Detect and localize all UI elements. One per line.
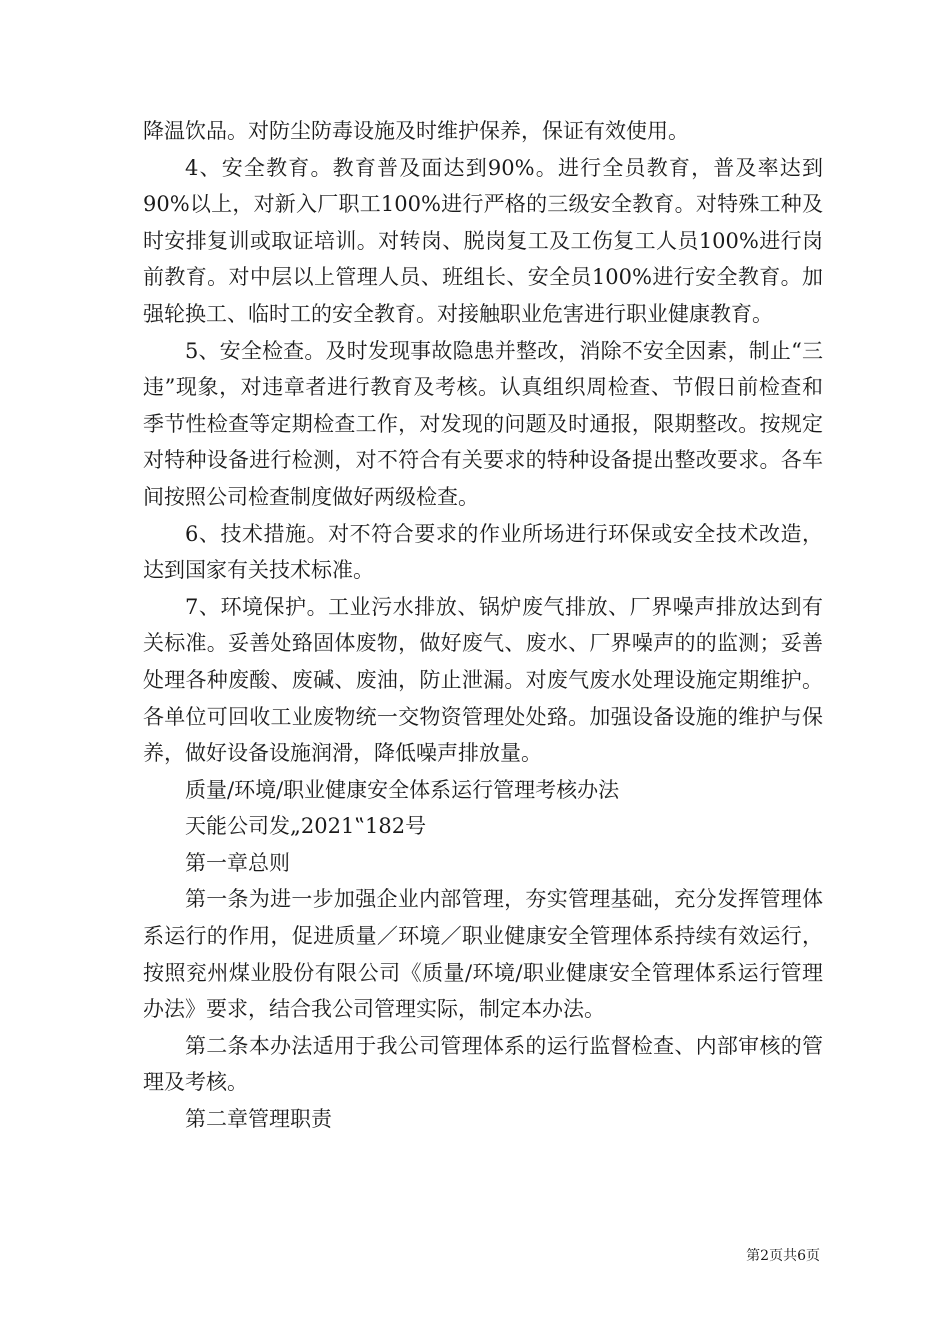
document-body (143, 113, 823, 1138)
paragraph-5: 7、环境保护。工业污水排放、锅炉废气排放、厂界噪声排放达到有关标准。妥善处臵固体废物，做好废气、废水、厂界噪声的的监测；妥善处理各种废酸、废碱、废油，防止泄漏。对废气废水处理设施定期维护。各单位可回收工业废物统一交物资管理处处臵。加强设备设施的维护与保养，做好设备设施润滑，降低噪声排放量。 (143, 594, 823, 766)
article-2: 第二条本办法适用于我公司管理体系的运行监督检查、内部审核的管理及考核。 (143, 1033, 823, 1095)
article-1: 第一条为进一步加强企业内部管理，夯实管理基础，充分发挥管理体系运行的作用，促进质量／环境／职业健康安全管理体系持续有效运行，按照兖州煤业股份有限公司《质量/环境/职业健康安全管理体系运行管理办法》要求，结合我公司管理实际，制定本办法。 (143, 887, 823, 1022)
page-number-footer: 第2页共6页 (746, 1248, 820, 1264)
paragraph-1: 降温饮品。对防尘防毒设施及时维护保养，保证有效使用。 (143, 119, 689, 143)
chapter-2-heading: 第二章管理职责 (185, 1107, 332, 1132)
paragraph-2: 4、安全教育。教育普及面达到90%。进行全员教育，普及率达到90%以上，对新入厂职工100%进行严格的三级安全教育。对特殊工种及时安排复训或取证培训。对转岗、脱岗复工及工伤复工人员100%进行岗前教育。对中层以上管理人员、班组长、安全员100%进行安全教育。加强轮换工、临时工的安全教育。对接触职业危害进行职业健康教育。 (143, 155, 823, 326)
document-number: 天能公司发„2021‟182号 (185, 814, 427, 839)
paragraph-4: 6、技术措施。对不符合要求的作业所场进行环保或安全技术改造，达到国家有关技术标准。 (143, 521, 823, 583)
section-title: 质量/环境/职业健康安全体系运行管理考核办法 (185, 777, 620, 802)
paragraph-3: 5、安全检查。及时发现事故隐患并整改，消除不安全因素，制止“三违”现象，对违章者进行教育及考核。认真组织周检查、节假日前检查和季节性检查等定期检查工作，对发现的问题及时通报，限期整改。按规定对特种设备进行检测，对不符合有关要求的特种设备提出整改要求。各车间按照公司检查制度做好两级检查。 (143, 338, 823, 509)
chapter-1-heading: 第一章总则 (185, 850, 290, 875)
